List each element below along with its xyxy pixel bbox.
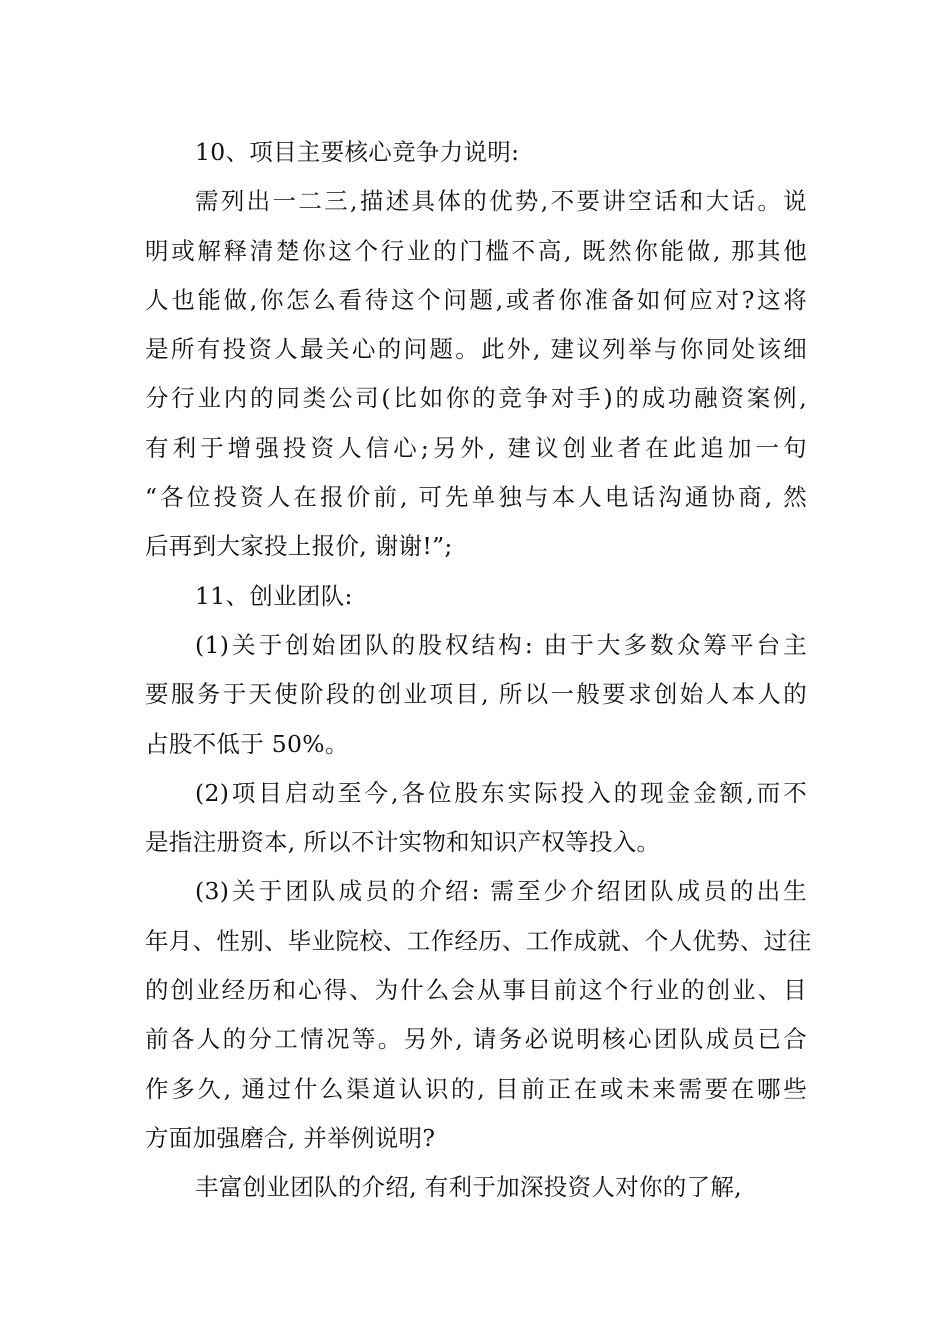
paragraph-team-intro bbox=[145, 1163, 807, 1212]
text-line: 是指注册资本, 所以不计实物和知识产权等投入。 bbox=[145, 828, 661, 857]
document-body bbox=[145, 128, 812, 1213]
paragraph-equity-structure bbox=[145, 621, 807, 769]
paragraph-competitiveness bbox=[145, 177, 807, 571]
paragraph-team-members bbox=[145, 867, 812, 1163]
text-line: 年月、性别、毕业院校、工作经历、工作成就、个人优势、过往 bbox=[145, 926, 812, 955]
text-line: 要服务于天使阶段的创业项目, 所以一般要求创始人本人的 bbox=[145, 680, 807, 709]
text-line: 作多久, 通过什么渠道认识的, 目前正在或未来需要在哪些 bbox=[145, 1074, 807, 1103]
text-line: “各位投资人在报价前, 可先单独与本人电话沟通协商, 然 bbox=[145, 483, 807, 512]
text-line: 占股不低于 50%。 bbox=[145, 729, 349, 758]
text-line: 有利于增强投资人信心;另外, 建议创业者在此追加一句 bbox=[145, 433, 807, 462]
paragraph-cash-investment bbox=[145, 769, 807, 868]
text-line: 需列出一二三,描述具体的优势,不要讲空话和大话。说 bbox=[195, 187, 807, 216]
text-line: (3)关于团队成员的介绍: 需至少介绍团队成员的出生 bbox=[195, 877, 807, 906]
text-line: 是所有投资人最关心的问题。此外, 建议列举与你同处该细 bbox=[145, 335, 807, 364]
text-line: 分行业内的同类公司(比如你的竞争对手)的成功融资案例, bbox=[145, 384, 807, 413]
section-heading-11: 11、创业团队: bbox=[195, 581, 353, 610]
text-line: 方面加强磨合, 并举例说明? bbox=[145, 1123, 436, 1152]
text-line: (1)关于创始团队的股权结构: 由于大多数众筹平台主 bbox=[195, 630, 807, 659]
text-line: 丰富创业团队的介绍, 有利于加深投资人对你的了解, bbox=[195, 1173, 742, 1202]
text-line: 明或解释清楚你这个行业的门槛不高, 既然你能做, 那其他 bbox=[145, 236, 807, 265]
text-line: 后再到大家投上报价, 谢谢!”; bbox=[145, 532, 453, 561]
text-line: 人也能做,你怎么看待这个问题,或者你准备如何应对?这将 bbox=[145, 285, 807, 314]
text-line: 的创业经历和心得、为什么会从事目前这个行业的创业、目 bbox=[145, 976, 807, 1005]
section-heading-10: 10、项目主要核心竞争力说明: bbox=[195, 138, 520, 166]
text-line: 前各人的分工情况等。另外, 请务必说明核心团队成员已合 bbox=[145, 1025, 807, 1054]
text-line: (2)项目启动至今,各位股东实际投入的现金金额,而不 bbox=[195, 778, 807, 807]
